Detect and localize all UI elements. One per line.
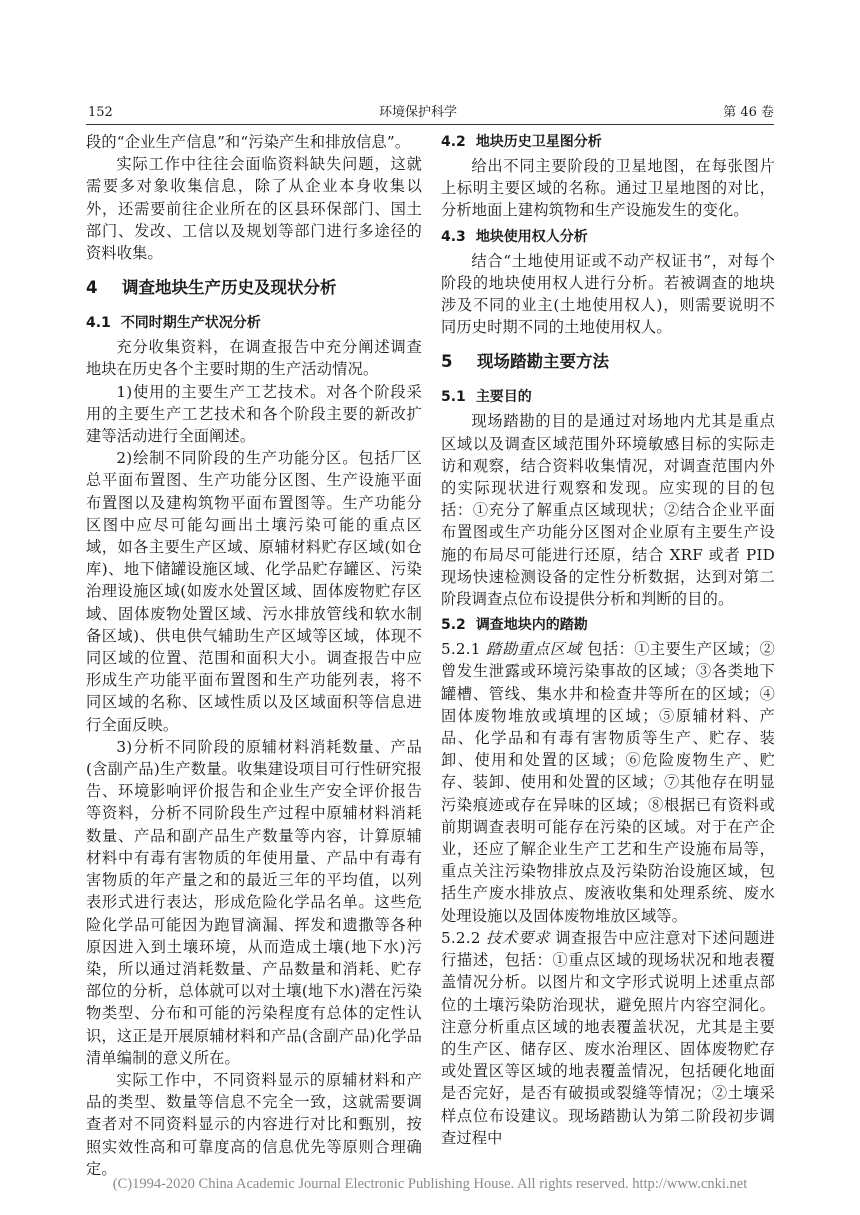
subsection-number: 5.2 [441,617,466,634]
subsection-heading-4-1 [86,312,422,334]
clause-text: 调查报告中应注意对下述问题进行描述，包括：①重点区域的现场状况和地表覆盖情况分析。以图片和文字形式说明上述重点部位的土壤污染防治现状，避免照片内容空洞化。注意分析重点区域的地表覆盖状况，尤其是主要的生产区、储存区、废水治理区、固体废物贮存或处置区等区域的地表覆盖情况，包括硬化地面是否完好，是否有破损或裂缝等情况；②土壤采样点位布设建议。现场踏勘认为第二阶段初步调查过程中 [441,928,776,1147]
subsection-title: 调查地块内的踏勘 [475,617,588,634]
paragraph: 充分收集资料，在调查报告中充分阐述调查地块在历史各个主要时期的生产活动情况。 [86,338,422,379]
running-header [88,98,774,120]
paragraph: 1)使用的主要生产工艺技术。对各个阶段采用的主要生产工艺技术和各个阶段主要的新改扩建等活动进行全面阐述。 [86,382,422,446]
section-heading-4 [86,276,422,300]
subsection-title: 地块使用权人分析 [475,228,588,245]
paragraph: 结合“土地使用证或不动产权证书”，对每个阶段的地块使用权人进行分析。若被调查的地块涉及不同的业主(土地使用权人)，则需要说明不同历史时期不同的土地使用权人。 [441,251,775,337]
clause-number: 5.2.2 [441,928,481,947]
subsection-title: 地块历史卫星图分析 [475,134,602,150]
right-column [441,131,775,1149]
header-rule [86,124,774,125]
paragraph: 现场踏勘的目的是通过对场地内尤其是重点区域以及调查区域范围外环境敏感目标的实际走访和观察，结合资料收集情况，对调查范围内外的实际现状进行观察和发现。应实现的目的包括：①充分了解重点区域现状；②结合企业平面布置图或生产功能分区图对企业原有主要生产设施的布局尽可能进行还原，结合 XRF 或者 PID 现场快速检测设备的定性分析数据，达到对第二阶段调查点位布设提供分析和判断的目的。 [441,412,775,609]
subsection-number: 5.1 [441,389,466,406]
paragraph-5-2-2 [441,927,775,1149]
section-title: 现场踏勘主要方法 [477,352,609,372]
subsection-number: 4.2 [441,134,466,150]
subsection-title: 不同时期生产状况分析 [120,315,261,332]
left-column [86,131,422,1180]
clause-number: 5.2.1 [441,640,481,659]
subsection-number: 4.1 [86,315,111,332]
subsection-number: 4.3 [441,228,466,245]
section-title: 调查地块生产历史及现状分析 [122,278,337,298]
paragraph: 给出不同主要阶段的卫星地图，在每张图片上标明主要区域的名称。通过卫星地图的对比，分析地面上建构筑物和生产设施发生的变化。 [441,157,775,220]
paragraph: 3)分析不同阶段的原辅材料消耗数量、产品(含副产品)生产数量。收集建设项目可行性研究报告、环境影响评价报告和企业生产安全评价报告等资料，分析不同阶段生产过程中原辅材料消耗数量、产品和副产品生产数量等内容，计算原辅材料中有毒有害物质的年使用量、产品中有毒有害物质的年产量之和的最近三年的平均值，以列表形式进行表达，形成危险化学品名单。这些危险化学品可能因为跑冒滴漏、挥发和遗撒等各种原因进入到土壤环境，从而造成土壤(地下水)污染，所以通过消耗数量、产品数量和消耗、贮存部位的分析，总体就可以对土壤(地下水)潜在污染物类型、分布和可能的污染程度有总体的定性认识，这正是开展原辅材料和产品(含副产品)化学品清单编制的意义所在。 [86,737,422,1067]
paragraph: 段的“企业生产信息”和“污染产生和排放信息”。 [86,133,411,151]
subsection-heading-5-1 [441,386,775,408]
clause-label: 技术要求 [486,928,551,947]
subsection-heading-4-2 [441,131,775,153]
page-number: 152 [88,105,113,120]
paragraph: 实际工作中往往会面临资料缺失问题，这就需要多对象收集信息，除了从企业本身收集以外，还需要前往企业所在的区县环保部门、国土部门、发改、工信以及规划等部门进行多途径的资料收集。 [86,155,422,263]
paragraph: 实际工作中，不同资料显示的原辅材料和产品的类型、数量等信息不完全一致，这就需要调查者对不同资料显示的内容进行对比和甄别，按照实效性高和可靠度高的信息优先等原则合理确定。 [86,1070,422,1178]
volume-label: 第 46 卷 [723,105,774,120]
paragraph-5-2-1 [441,638,775,927]
clause-label: 踏勘重点区域 [485,640,582,659]
subsection-heading-5-2 [441,614,775,636]
subsection-heading-4-3 [441,226,775,248]
copyright-footer: (C)1994-2020 China Academic Journal Electronic Publishing House. All rights reserved. http://www.cnki.net [112,1176,748,1192]
paragraph: 2)绘制不同阶段的生产功能分区。包括厂区总平面布置图、生产功能分区图、生产设施平面布置图以及建构筑物平面布置图等。生产功能分区图中应尽可能勾画出土壤污染可能的重点区域，如各主要生产区域、原辅材料贮存区域(如仓库)、地下储罐设施区域、化学品贮存罐区、污染治理设施区域(如废水处置区域、固体废物贮存区域、固体废物处置区域、污水排放管线和软水制备区域)、供电供气辅助生产区域等区域，体现不同区域的位置、范围和面积大小。调查报告中应形成生产功能平面布置图和生产功能列表，将不同区域的名称、区域性质以及区域面积等信息进行全面反映。 [86,449,422,734]
clause-text: 包括：①主要生产区域；②曾发生泄露或环境污染事故的区域；③各类地下罐槽、管线、集水井和检查井等所在的区域；④固体废物堆放或填埋的区域；⑤原辅材料、产品、化学品和有毒有害物质等生产、贮存、装卸、使用和处置的区域；⑥危险废物生产、贮存、装卸、使用和处置的区域；⑦其他存在明显污染痕迹或存在异味的区域；⑧根据已有资料或前期调查表明可能存在污染的区域。对于在产企业，还应了解企业生产工艺和生产设施布局等，重点关注污染物排放点及污染防治设施区域，包括生产废水排放点、废液收集和处理系统、废水处理设施以及固体废物堆放区域等。 [441,640,776,925]
section-heading-5 [441,350,775,374]
section-number: 5 [441,352,453,372]
subsection-title: 主要目的 [475,389,532,406]
section-number: 4 [86,278,98,298]
journal-title: 环境保护科学 [379,105,458,120]
